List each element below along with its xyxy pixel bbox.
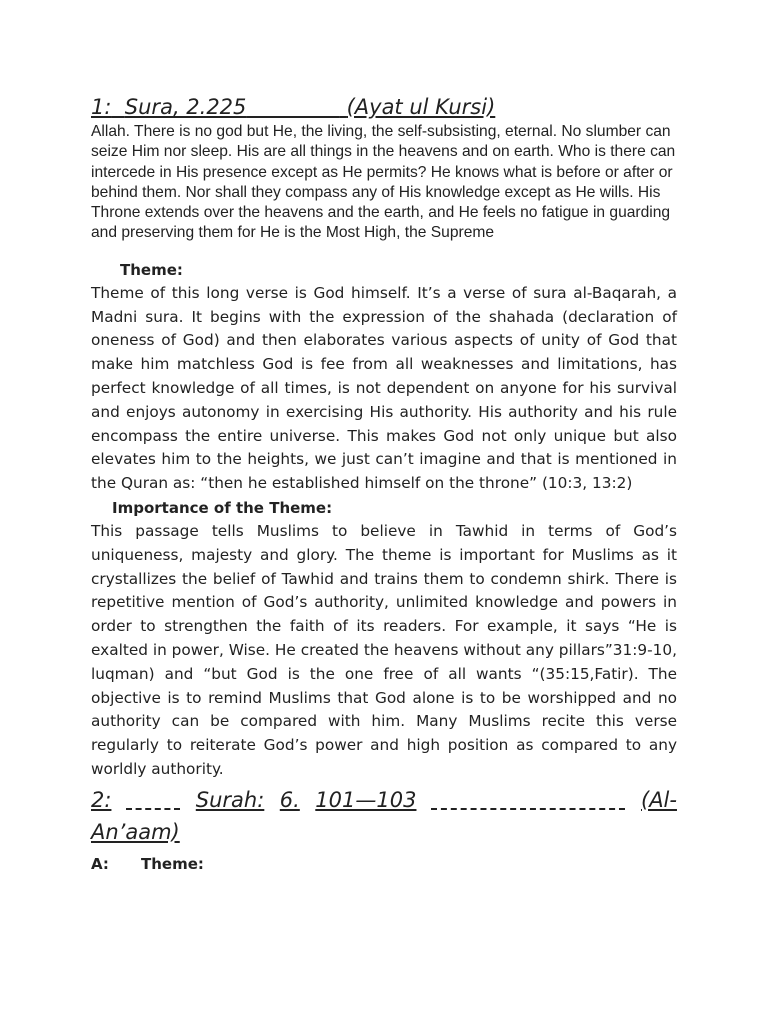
section-2-theme-label: Theme: — [141, 854, 204, 873]
importance-label: Importance of the Theme: — [112, 498, 333, 517]
section-2-number: 2: — [91, 787, 112, 812]
theme-label: Theme: — [120, 260, 183, 279]
heading-dash-line — [127, 784, 180, 816]
section-2-letter: A: — [91, 854, 109, 873]
section-2-subheading — [91, 852, 677, 876]
verse-text: Allah. There is no god but He, the living, the self-subsisting, eternal. No slumber can seize Him nor sleep. His are all things in the heavens and on earth. Who is there can intercede in His presence except as He permits? He knows what is before or after or behind them. Nor shall they compass any of His knowledge except as He wills. His Throne extends over the heavens and the earth, and He feels no fatigue in guarding and preserving them for He is the Most High, the Supreme — [91, 123, 676, 242]
section-1-heading — [91, 94, 677, 120]
theme-text: Theme of this long verse is God himself. It’s a verse of sura al-Baqarah, a Madni sura. It begins with the expression of the shahada (declaration of oneness of God) and then elaborates various aspects of unity of God that make him matchless God is fee from all weaknesses and limitations, has perfect knowledge of all times, is not dependent on anyone for his survival and enjoys autonomy in exercising His authority. His authority and his rule encompass the entire universe. This makes God not only unique but also elevates him to the heights, we just can’t imagine and that is mentioned in the Quran as: “then he established himself on the throne” (10:3, 13:2) — [91, 283, 677, 493]
section-2-title-end: An’aam) — [91, 819, 180, 844]
heading-dash-line — [253, 95, 340, 119]
section-1-number: 1: — [91, 95, 112, 119]
section-1-reference: Sura, 2.225 — [124, 95, 247, 119]
heading-dash-line — [432, 784, 626, 816]
section-2-heading — [91, 784, 677, 848]
section-1-title: (Ayat ul Kursi) — [346, 95, 496, 119]
document-body — [91, 94, 677, 876]
section-2-verses: 101—103 — [315, 787, 417, 812]
section-2-chapter: 6. — [279, 787, 300, 812]
section-2-surah-label: Surah: — [195, 787, 265, 812]
section-2-title-start: (Al- — [641, 787, 677, 812]
importance-text: This passage tells Muslims to believe in Tawhid in terms of God’s uniqueness, majesty and glory. The theme is important for Muslims as it crystallizes the belief of Tawhid and trains them to condemn shirk. There is repetitive mention of God’s authority, unlimited knowledge and powers in order to strengthen the faith of its readers. For example, it says “He is exalted in power, Wise. He created the heavens without any pillars”31:9-10, luqman) and “but God is the one free of all wants “(35:15,Fatir). The objective is to remind Muslims that God alone is to be worshipped and no authority can be compared with him. Many Muslims recite this verse regularly to reiterate God’s power and high position as compared to any worldly authority. — [91, 521, 677, 778]
